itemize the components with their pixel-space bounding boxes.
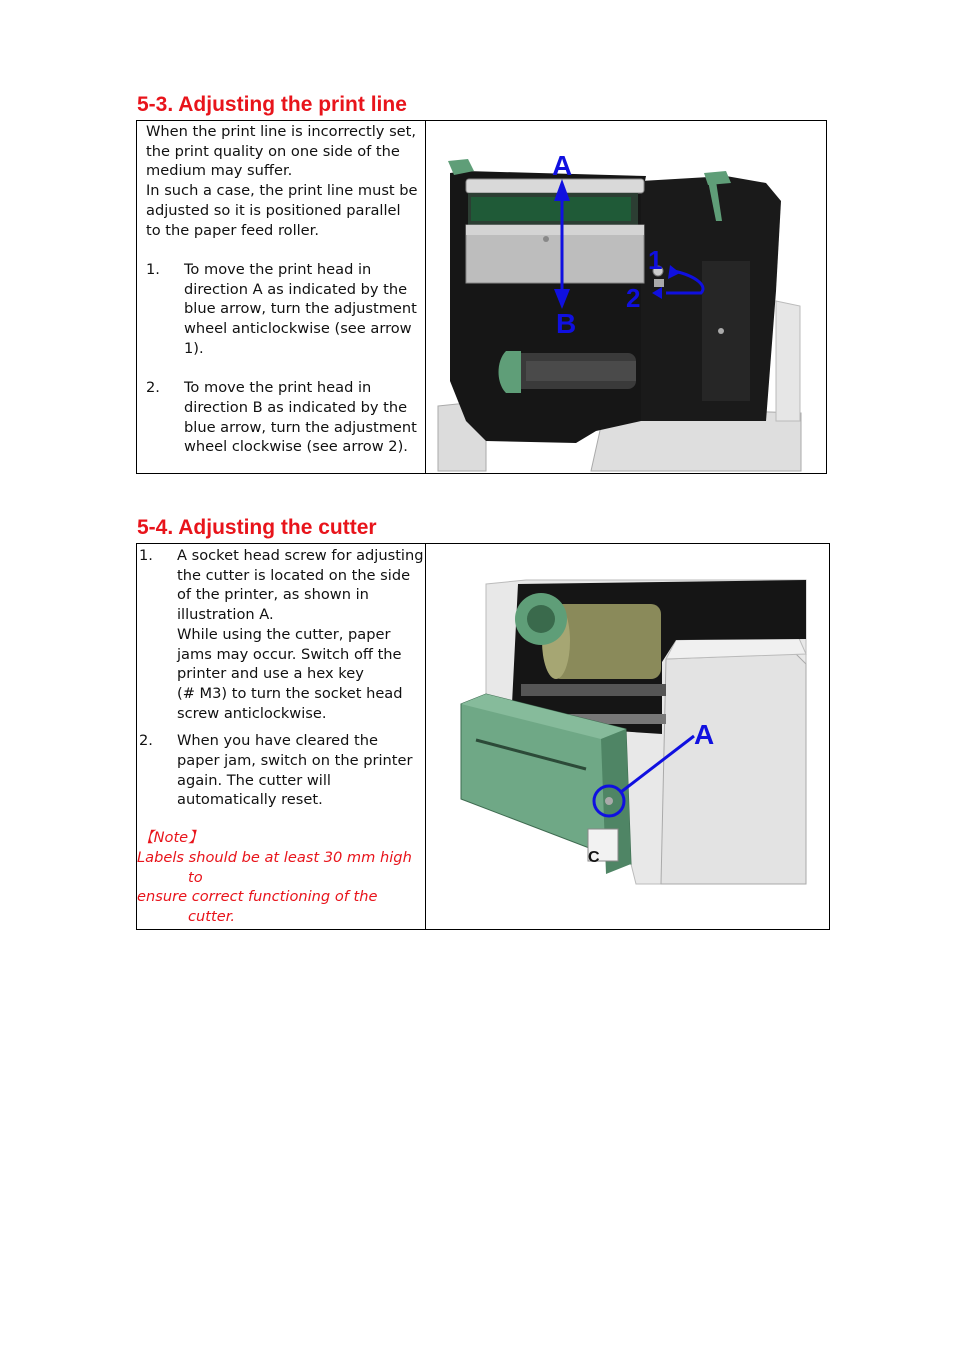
list-text-part: (# M3) to turn the socket head screw anticlockwise.	[177, 684, 403, 722]
print-line-table	[136, 120, 827, 474]
list-text: To move the print head in direction B as indicated by the blue arrow, turn the adjustment wheel clockwise (see arrow 2).	[184, 379, 417, 456]
label-1: 1	[648, 245, 663, 275]
list-text-part: While using the cutter, paper jams may occur. Switch off the printer and use a hex key	[177, 625, 402, 683]
list-item	[139, 731, 425, 810]
note-line: ensure correct functioning of the	[137, 888, 378, 906]
cutter-illustration	[426, 544, 829, 929]
section-title-print-line: 5-3. Adjusting the print line	[137, 93, 407, 116]
cutter-instructions	[137, 544, 426, 929]
list-item	[146, 260, 419, 359]
print-line-instructions	[137, 121, 426, 473]
list-number: 2.	[146, 379, 160, 397]
label-a: A	[694, 719, 715, 750]
list-text: To move the print head in direction A as indicated by the blue arrow, turn the adjustment wheel anticlockwise (see arrow 1).	[184, 260, 417, 357]
printer-cutter-image	[426, 544, 829, 929]
note-block	[139, 828, 425, 927]
note-line: cutter.	[188, 907, 235, 925]
label-2: 2	[626, 283, 641, 313]
list-text: When you have cleared the paper jam, switch on the printer again. The cutter will automatically reset.	[177, 732, 413, 809]
label-c: C	[588, 849, 600, 866]
note-title: 【Note】	[139, 829, 203, 847]
note-line: to	[188, 868, 203, 886]
printer-open-head-image	[426, 121, 826, 473]
label-a: A	[552, 150, 573, 181]
intro-paragraph-2: In such a case, the print line must be adjusted so it is positioned parallel to the paper feed roller.	[146, 182, 418, 239]
list-item	[139, 546, 425, 723]
list-number: 1.	[139, 547, 153, 564]
list-number: 1.	[146, 260, 160, 278]
list-item	[146, 378, 419, 457]
list-text-part: A socket head screw for adjusting the cutter is located on the side of the printer, as shown in illustration A.	[177, 547, 424, 624]
list-number: 2.	[139, 732, 153, 750]
intro-paragraph: When the print line is incorrectly set, the print quality on one side of the medium may suffer.	[146, 123, 417, 180]
print-head-illustration	[426, 121, 826, 473]
label-b: B	[556, 308, 577, 339]
section-title-cutter: 5-4. Adjusting the cutter	[137, 516, 377, 539]
note-line: Labels should be at least 30 mm high	[137, 848, 412, 866]
list-text	[177, 546, 425, 723]
cutter-table	[136, 543, 830, 930]
